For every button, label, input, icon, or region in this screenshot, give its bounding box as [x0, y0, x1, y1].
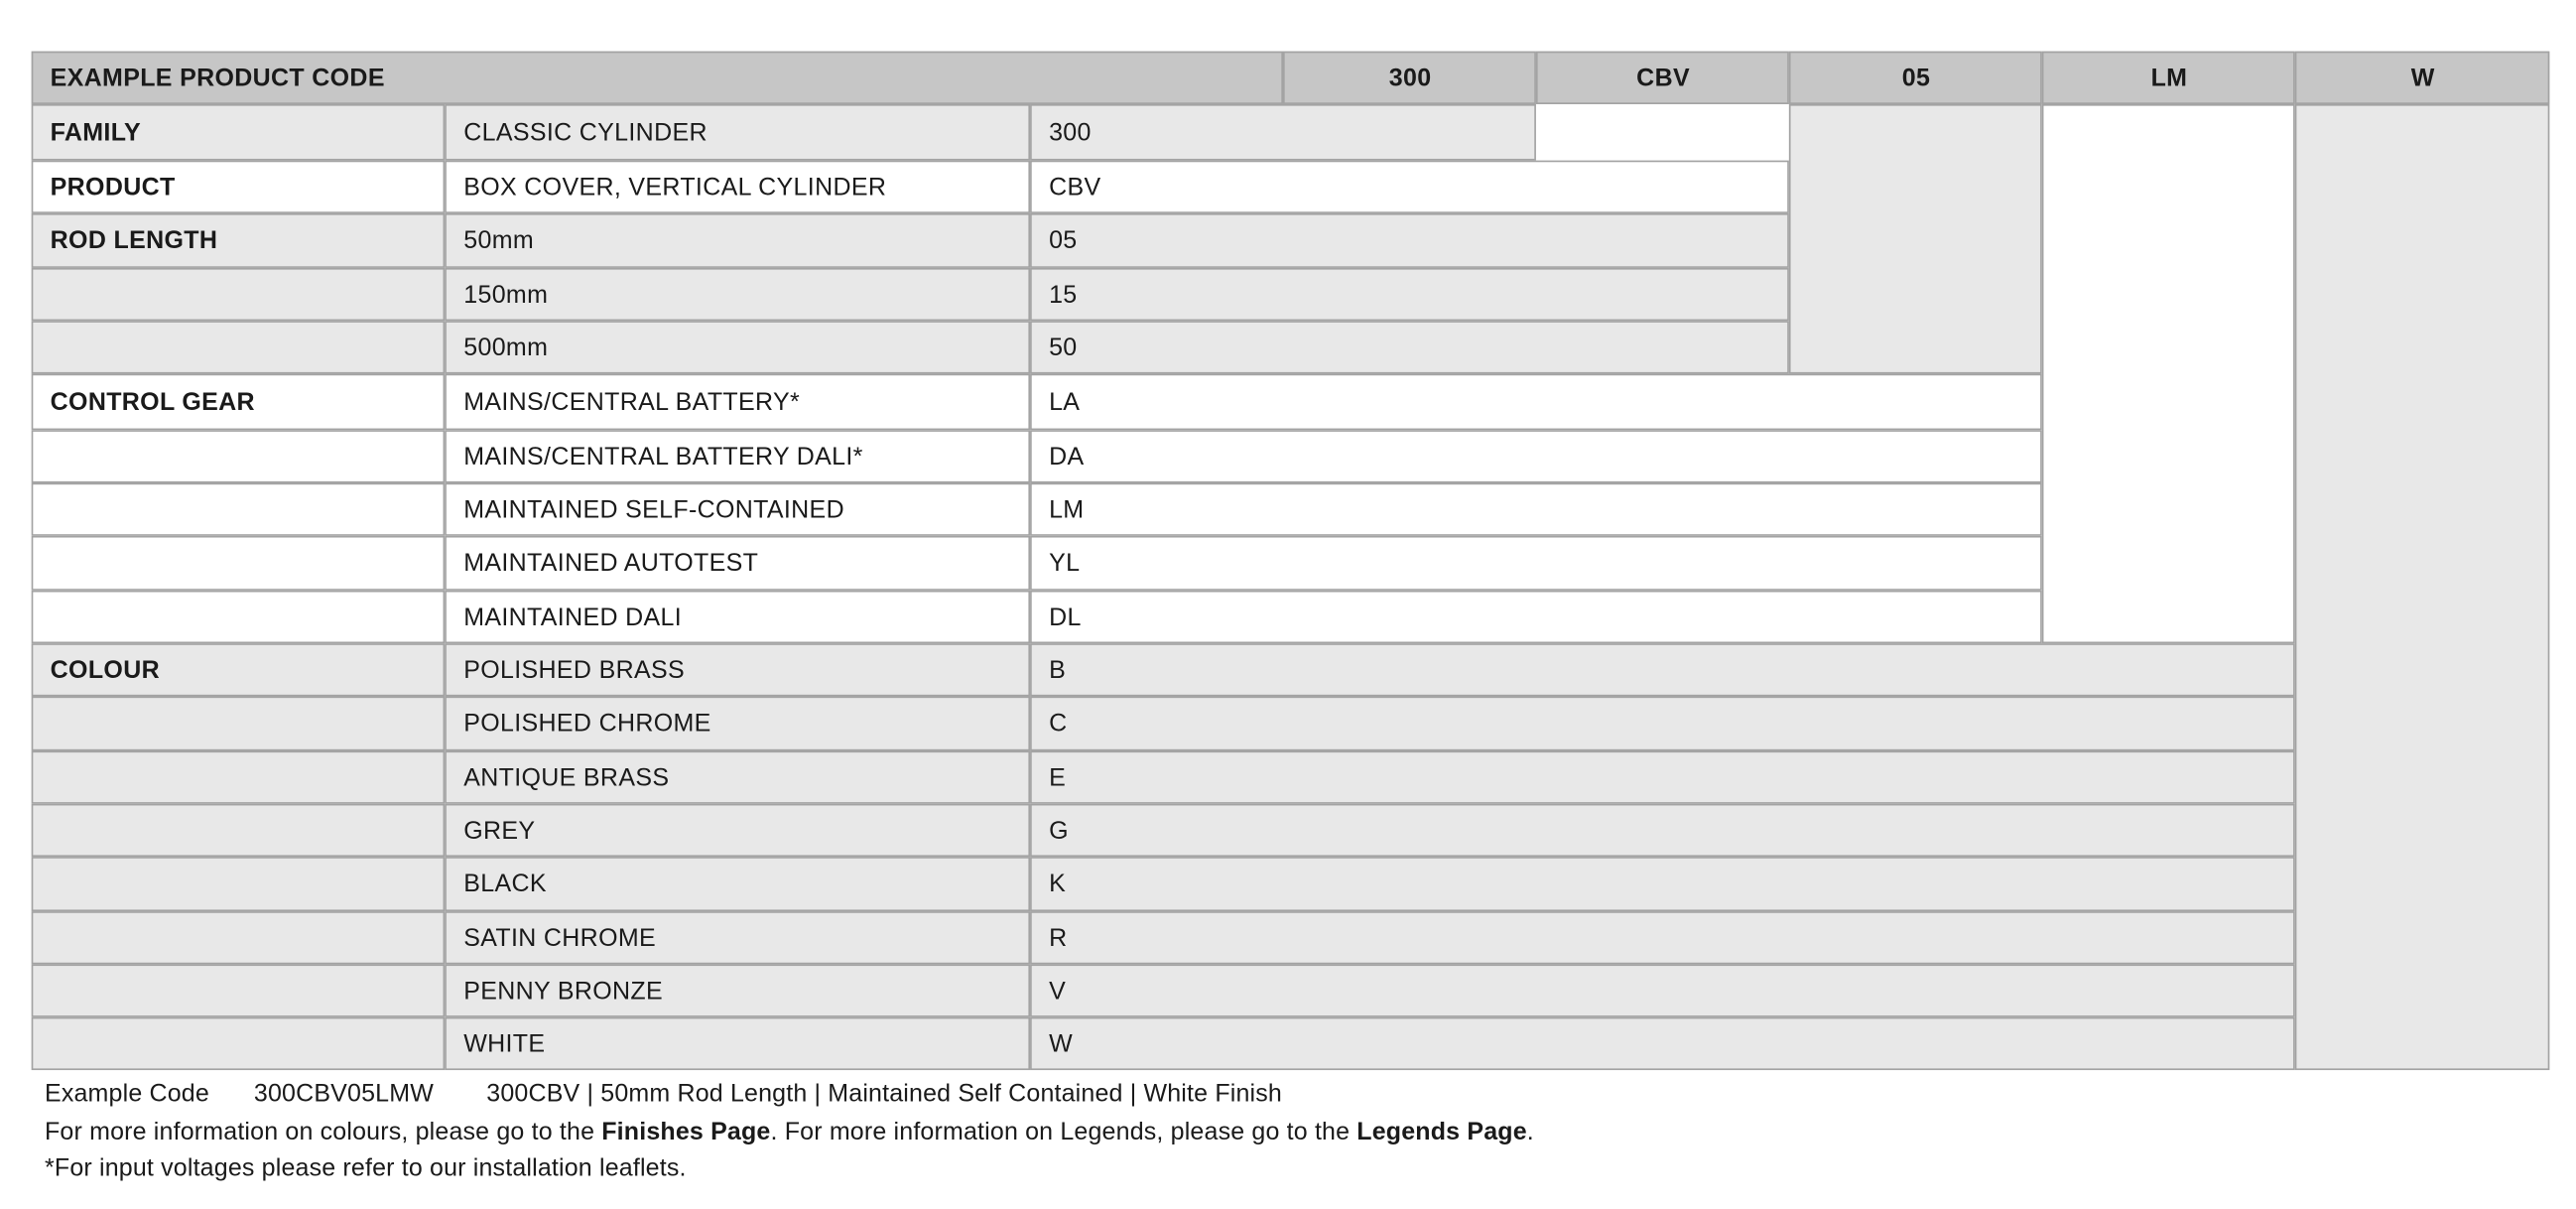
row-description: 50mm — [446, 214, 1031, 269]
row-description: POLISHED BRASS — [446, 644, 1031, 697]
row-label — [32, 965, 446, 1017]
row-code: V — [1031, 965, 2296, 1017]
header-code-5: W — [2295, 52, 2550, 104]
row-label — [32, 592, 446, 644]
header-code-2: CBV — [1537, 52, 1790, 104]
example-code-description: 300CBV | 50mm Rod Length | Maintained Self Contained | White Finish — [486, 1080, 1282, 1109]
info-text-3: . — [1526, 1118, 1534, 1146]
code-column-rod-length — [1790, 105, 2043, 375]
legends-page-link[interactable]: Legends Page — [1356, 1118, 1527, 1146]
row-label: CONTROL GEAR — [32, 374, 446, 431]
row-description: MAINS/CENTRAL BATTERY DALI* — [446, 431, 1031, 483]
voltage-note: *For input voltages please refer to our installation leaflets. — [44, 1154, 687, 1183]
row-label — [32, 269, 446, 322]
row-description: 500mm — [446, 322, 1031, 374]
row-label — [32, 431, 446, 483]
header-code-1: 300 — [1284, 52, 1537, 104]
row-description: PENNY BRONZE — [446, 965, 1031, 1017]
info-text-1: For more information on colours, please go to the — [44, 1118, 602, 1146]
row-code: K — [1031, 858, 2296, 912]
row-code: DL — [1031, 592, 2043, 644]
row-code: 05 — [1031, 214, 1790, 269]
row-code: 300 — [1031, 105, 1537, 162]
header-code-3: 05 — [1790, 52, 2043, 104]
row-label — [32, 483, 446, 536]
row-label — [32, 912, 446, 965]
row-code: W — [1031, 1017, 2296, 1070]
finishes-page-link[interactable]: Finishes Page — [601, 1118, 771, 1146]
code-column-control-gear — [2042, 105, 2295, 644]
row-description: BOX COVER, VERTICAL CYLINDER — [446, 161, 1031, 213]
row-code: E — [1031, 751, 2296, 804]
row-code: R — [1031, 912, 2296, 965]
row-description: POLISHED CHROME — [446, 697, 1031, 751]
row-description: CLASSIC CYLINDER — [446, 105, 1031, 162]
row-code: 50 — [1031, 322, 1790, 374]
row-code: C — [1031, 697, 2296, 751]
row-label — [32, 858, 446, 912]
example-code-line — [45, 1080, 1282, 1108]
table-header-title: EXAMPLE PRODUCT CODE — [32, 52, 1283, 104]
row-code: YL — [1031, 537, 2043, 592]
row-code: G — [1031, 804, 2296, 857]
example-code-label: Example Code — [44, 1080, 209, 1109]
row-description: MAINTAINED DALI — [446, 592, 1031, 644]
row-description: WHITE — [446, 1017, 1031, 1070]
row-description: MAINTAINED SELF-CONTAINED — [446, 483, 1031, 536]
row-label: PRODUCT — [32, 161, 446, 213]
row-label — [32, 1017, 446, 1070]
row-code: B — [1031, 644, 2296, 697]
row-description: MAINTAINED AUTOTEST — [446, 537, 1031, 592]
code-column-colour — [2295, 105, 2550, 1071]
row-label: COLOUR — [32, 644, 446, 697]
row-code: LM — [1031, 483, 2043, 536]
more-info-line — [45, 1118, 1534, 1145]
row-description: GREY — [446, 804, 1031, 857]
row-description: BLACK — [446, 858, 1031, 912]
row-description: ANTIQUE BRASS — [446, 751, 1031, 804]
row-code: 15 — [1031, 269, 1790, 322]
row-description: MAINS/CENTRAL BATTERY* — [446, 374, 1031, 431]
row-label — [32, 804, 446, 857]
row-label — [32, 697, 446, 751]
row-description: 150mm — [446, 269, 1031, 322]
row-label: ROD LENGTH — [32, 214, 446, 269]
row-code: LA — [1031, 374, 2043, 431]
row-label — [32, 751, 446, 804]
header-code-4: LM — [2042, 52, 2295, 104]
info-text-2: . For more information on Legends, please go to the — [770, 1118, 1357, 1146]
row-code: DA — [1031, 431, 2043, 483]
row-label: FAMILY — [32, 105, 446, 162]
row-code: CBV — [1031, 161, 1790, 213]
row-label — [32, 537, 446, 592]
example-code-value: 300CBV05LMW — [253, 1080, 434, 1109]
row-description: SATIN CHROME — [446, 912, 1031, 965]
row-label — [32, 322, 446, 374]
